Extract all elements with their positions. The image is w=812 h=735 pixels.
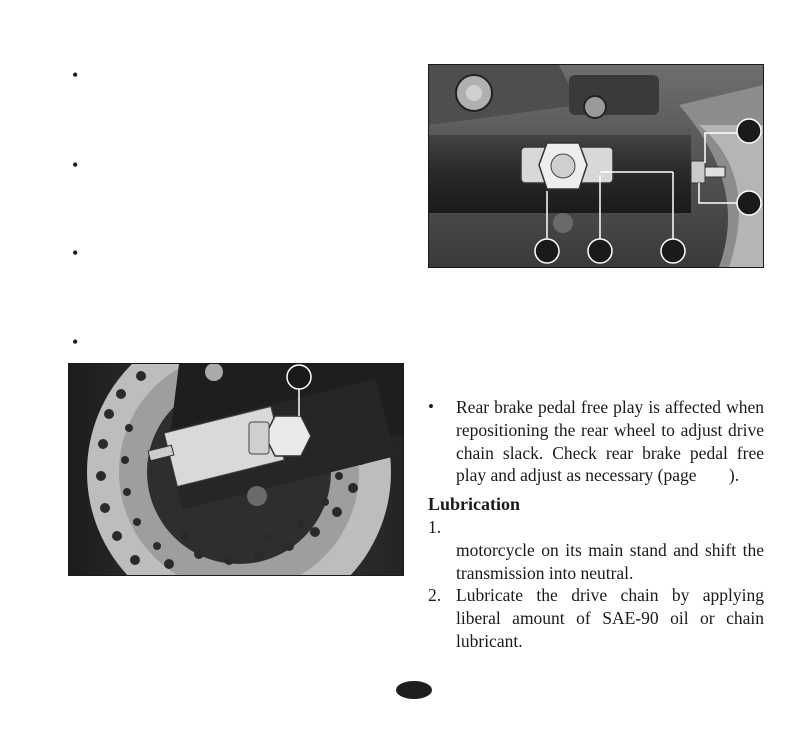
lubrication-step-2 <box>428 584 764 652</box>
note-text: Rear brake pedal free play is affected when repositioning the rear wheel to adjust drive chain slack. Check rear brake pedal free play and adjust as necessary (page <box>456 397 764 486</box>
callout-marker <box>737 191 761 215</box>
step-number: 2. <box>428 585 442 606</box>
page-number-marker <box>396 681 432 699</box>
callout-marker <box>588 239 612 263</box>
note-bullet: • <box>428 397 434 416</box>
left-bullet-1: • <box>72 65 79 85</box>
callout-marker <box>287 365 311 389</box>
left-bullet-3: • <box>72 243 79 263</box>
step-1-line-1 <box>456 516 764 539</box>
lubrication-step-1 <box>428 516 764 584</box>
photo-chain-adjuster <box>428 64 764 268</box>
section-heading-lubrication: Lubrication <box>428 494 521 515</box>
note-brake-free-play <box>428 396 764 487</box>
step-number: 1. <box>428 516 442 537</box>
callout-marker <box>661 239 685 263</box>
note-text-end: ). <box>728 465 740 486</box>
left-bullet-4: • <box>72 332 79 352</box>
step-2-text: Lubricate the drive chain by applying liberal amount of SAE-90 oil or chain lubricant. <box>456 585 764 651</box>
callout-marker <box>737 119 761 143</box>
photo-brake-disc <box>68 363 404 576</box>
right-column <box>428 396 764 653</box>
step-1-text: motorcycle on its main stand and shift the transmission into neutral. <box>456 539 764 583</box>
photo-brake-disc-image <box>69 364 403 575</box>
photo-chain-adjuster-image <box>429 65 763 267</box>
left-bullet-2: • <box>72 155 79 175</box>
callout-marker <box>535 239 559 263</box>
